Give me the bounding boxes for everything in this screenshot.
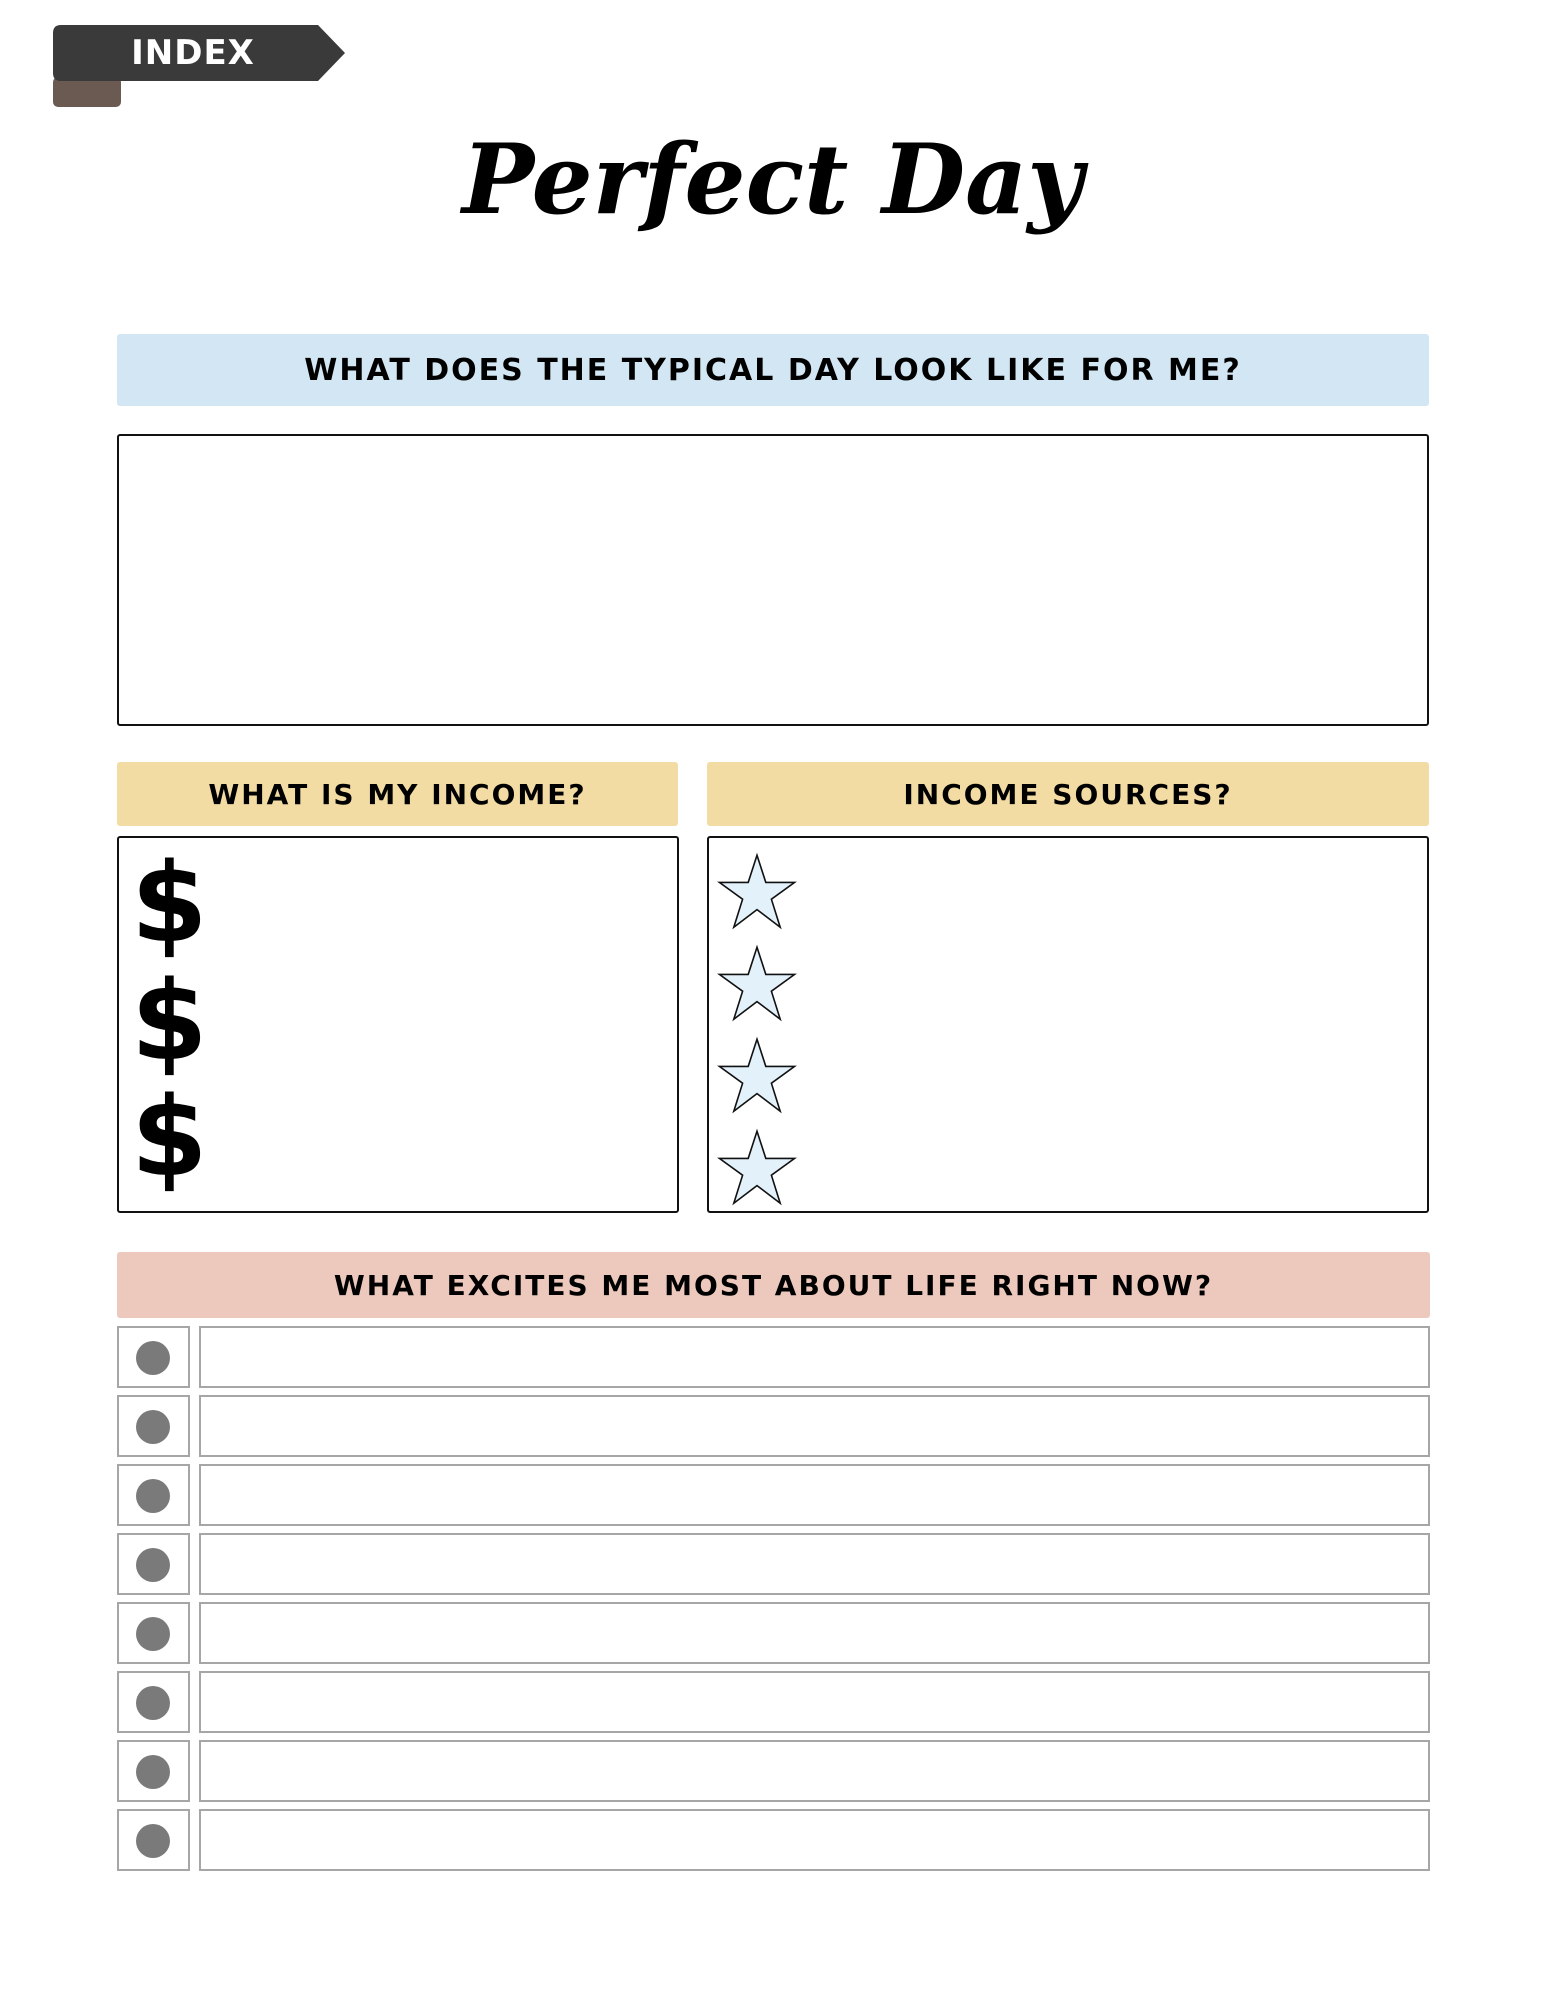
bullet-dot-icon — [136, 1617, 170, 1651]
list-item — [117, 1533, 1430, 1595]
bullet-cell — [117, 1326, 190, 1388]
bullet-cell — [117, 1740, 190, 1802]
excites-entry-field[interactable] — [199, 1671, 1430, 1733]
list-item — [117, 1395, 1430, 1457]
list-item — [117, 1740, 1430, 1802]
bullet-cell — [117, 1809, 190, 1871]
bullet-cell — [117, 1602, 190, 1664]
list-item — [117, 1464, 1430, 1526]
star-icon — [717, 944, 797, 1024]
excites-entry-field[interactable] — [199, 1740, 1430, 1802]
star-icon — [717, 852, 797, 932]
bullet-dot-icon — [136, 1686, 170, 1720]
income-sources-heading: INCOME SOURCES? — [707, 762, 1429, 826]
income-sources-writing-box[interactable] — [707, 836, 1429, 1213]
typical-day-writing-box[interactable] — [117, 434, 1429, 726]
bullet-dot-icon — [136, 1479, 170, 1513]
star-icon — [717, 1128, 797, 1208]
list-item — [117, 1602, 1430, 1664]
index-label: INDEX — [131, 33, 255, 73]
bullet-dot-icon — [136, 1548, 170, 1582]
list-item — [117, 1671, 1430, 1733]
dollar-sign-icon: $ — [131, 839, 208, 967]
income-heading: WHAT IS MY INCOME? — [117, 762, 678, 826]
bullet-dot-icon — [136, 1755, 170, 1789]
list-item — [117, 1326, 1430, 1388]
income-writing-box[interactable] — [117, 836, 679, 1213]
bullet-cell — [117, 1671, 190, 1733]
bullet-dot-icon — [136, 1410, 170, 1444]
bullet-cell — [117, 1533, 190, 1595]
excites-entry-field[interactable] — [199, 1602, 1430, 1664]
bullet-dot-icon — [136, 1824, 170, 1858]
index-tab[interactable] — [53, 25, 348, 107]
bullet-dot-icon — [136, 1341, 170, 1375]
bullet-cell — [117, 1395, 190, 1457]
bullet-cell — [117, 1464, 190, 1526]
excites-entry-field[interactable] — [199, 1533, 1430, 1595]
excites-entry-field[interactable] — [199, 1464, 1430, 1526]
excites-heading: WHAT EXCITES ME MOST ABOUT LIFE RIGHT NOW? — [117, 1252, 1430, 1318]
excites-entry-field[interactable] — [199, 1395, 1430, 1457]
star-icon — [717, 1036, 797, 1116]
dollar-sign-icon: $ — [131, 957, 208, 1085]
list-item — [117, 1809, 1430, 1871]
page-title: Perfect Day — [461, 123, 1084, 236]
dollar-sign-icon: $ — [131, 1073, 208, 1201]
excites-entry-field[interactable] — [199, 1809, 1430, 1871]
excites-entry-field[interactable] — [199, 1326, 1430, 1388]
typical-day-heading: WHAT DOES THE TYPICAL DAY LOOK LIKE FOR ME? — [117, 334, 1429, 406]
